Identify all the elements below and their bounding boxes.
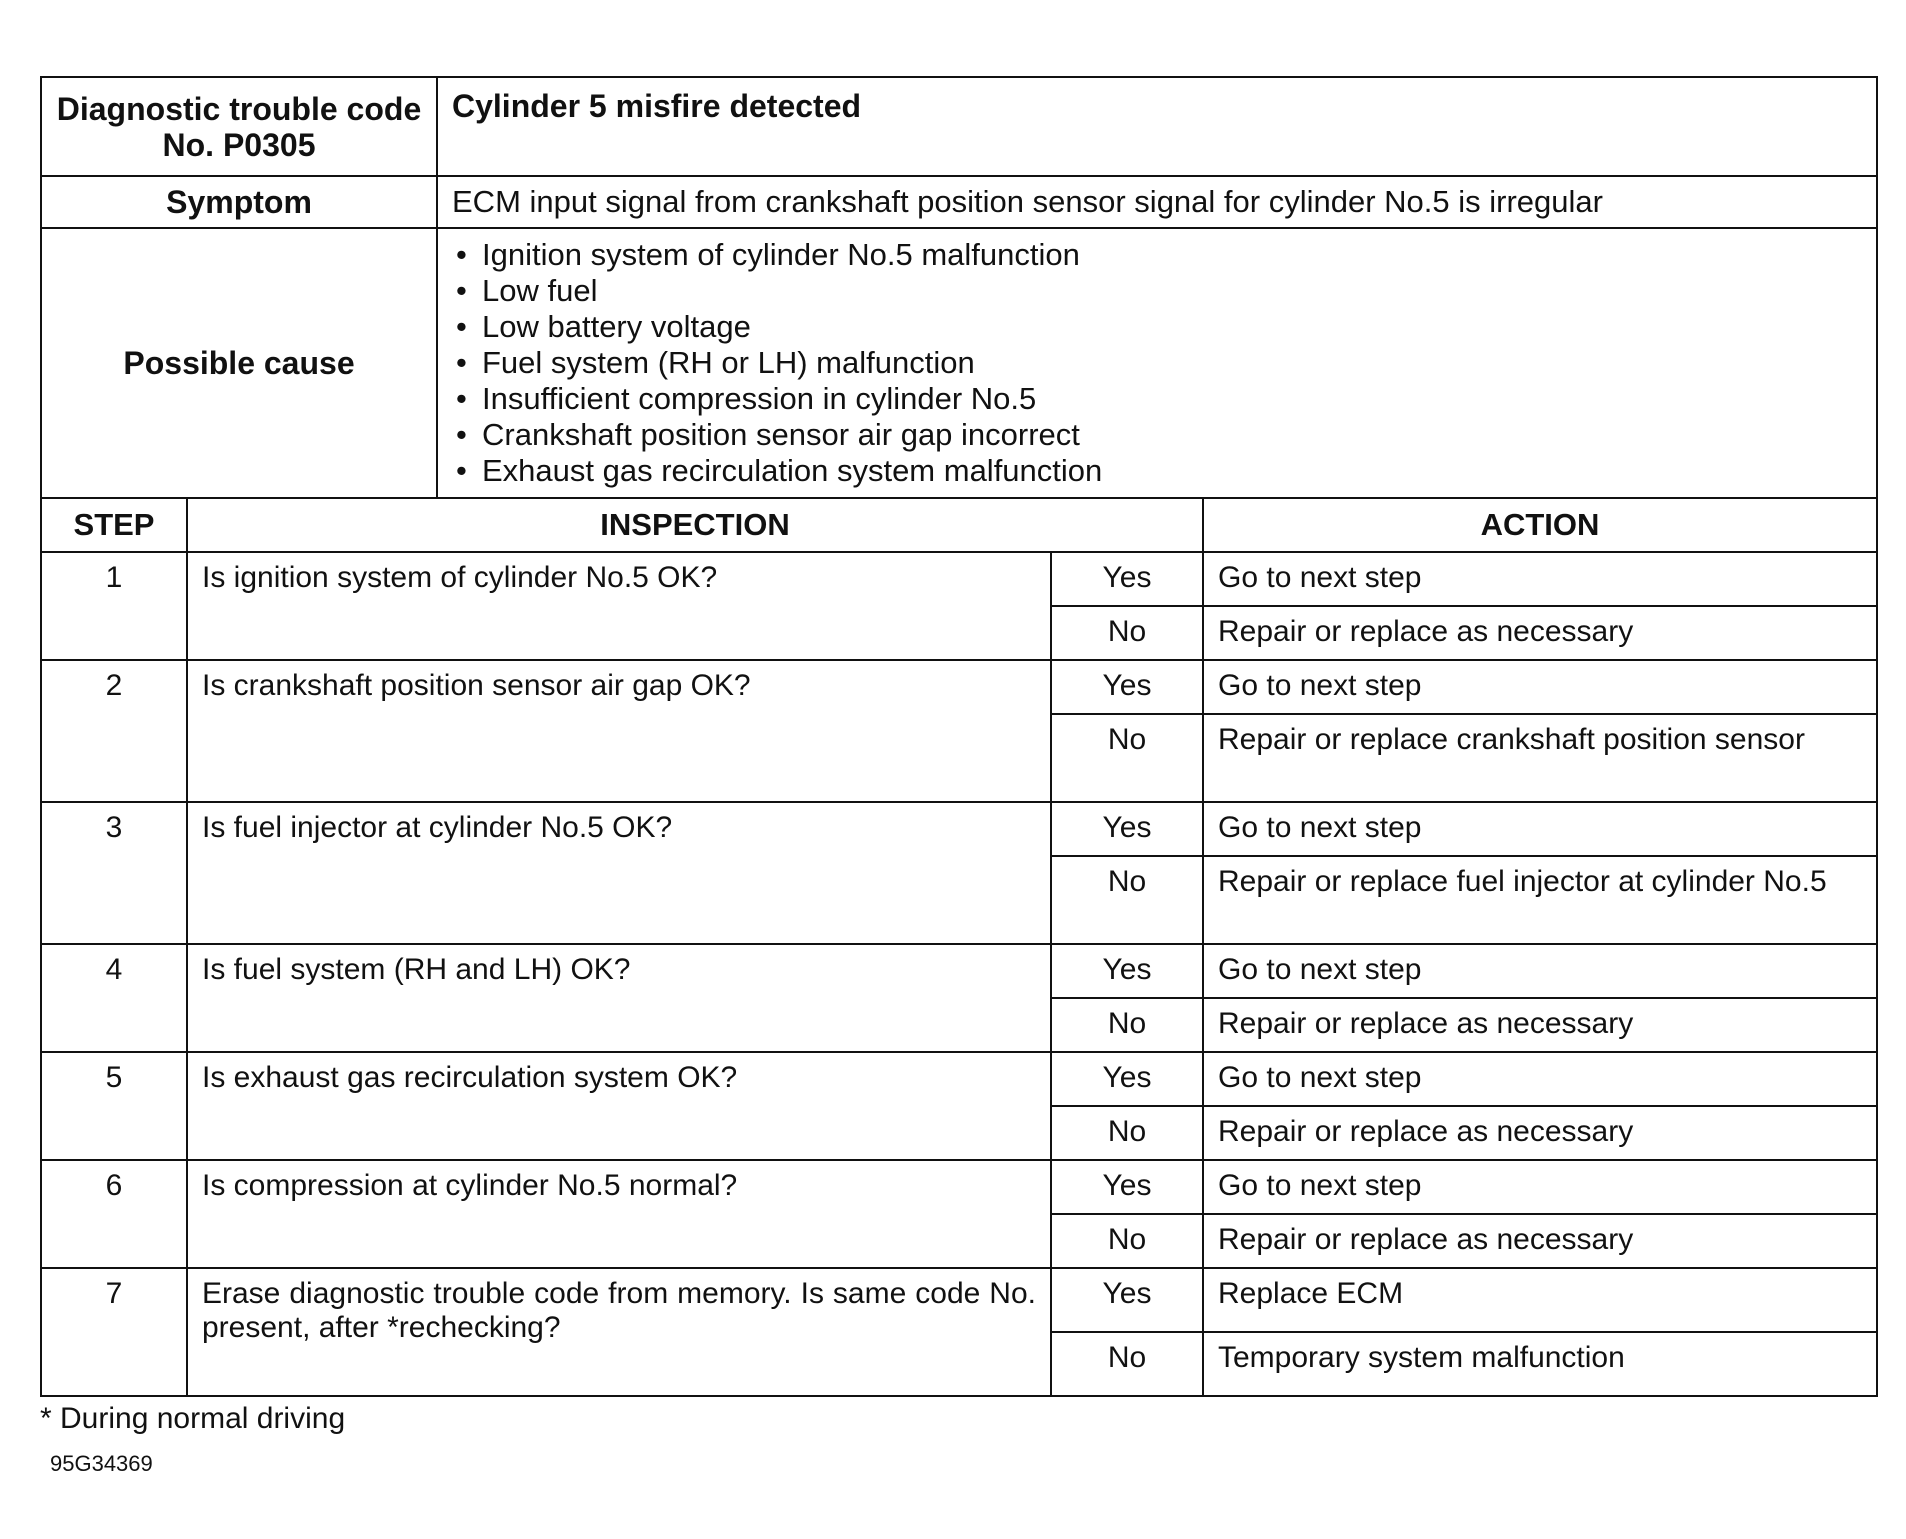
no-action: Repair or replace as necessary <box>1203 1214 1877 1268</box>
inspection-text: Is crankshaft position sensor air gap OK? <box>187 660 1051 802</box>
yes-label: Yes <box>1051 660 1203 714</box>
inspection-text: Is fuel system (RH and LH) OK? <box>187 944 1051 1052</box>
no-label: No <box>1051 606 1203 660</box>
step-number: 5 <box>41 1052 187 1160</box>
yes-label: Yes <box>1051 944 1203 998</box>
yes-label: Yes <box>1051 1052 1203 1106</box>
yes-action: Go to next step <box>1203 660 1877 714</box>
possible-cause-row <box>41 228 1877 498</box>
no-label: No <box>1051 1106 1203 1160</box>
possible-cause-list <box>438 229 1876 497</box>
yes-action: Replace ECM <box>1203 1268 1877 1332</box>
yes-label: Yes <box>1051 1268 1203 1332</box>
no-label: No <box>1051 998 1203 1052</box>
no-action: Repair or replace as necessary <box>1203 606 1877 660</box>
step-row <box>41 944 1877 998</box>
figure-id: 95G34369 <box>50 1451 153 1476</box>
step-row <box>41 660 1877 714</box>
step-row <box>41 802 1877 856</box>
step-number: 7 <box>41 1268 187 1396</box>
no-label: No <box>1051 1214 1203 1268</box>
inspection-text: Is exhaust gas recirculation system OK? <box>187 1052 1051 1160</box>
cause-item: • Crankshaft position sensor air gap incorrect <box>452 417 1862 453</box>
step-row <box>41 552 1877 606</box>
possible-cause-label: Possible cause <box>41 228 437 498</box>
cause-item: • Ignition system of cylinder No.5 malfunction <box>452 237 1862 273</box>
no-action: Repair or replace fuel injector at cylinder No.5 <box>1203 856 1877 944</box>
no-label: No <box>1051 714 1203 802</box>
step-row <box>41 1268 1877 1332</box>
cause-item: • Insufficient compression in cylinder No.5 <box>452 381 1862 417</box>
inspection-text: Is fuel injector at cylinder No.5 OK? <box>187 802 1051 944</box>
dtc-row <box>41 77 1877 176</box>
step-number: 2 <box>41 660 187 802</box>
no-label: No <box>1051 1332 1203 1396</box>
cause-item: • Low battery voltage <box>452 309 1862 345</box>
footnote: * During normal driving <box>40 1402 346 1435</box>
yes-action: Go to next step <box>1203 944 1877 998</box>
step-number: 1 <box>41 552 187 660</box>
cause-item: • Low fuel <box>452 273 1862 309</box>
yes-action: Go to next step <box>1203 552 1877 606</box>
no-action: Repair or replace as necessary <box>1203 1106 1877 1160</box>
possible-cause-cell <box>437 228 1877 498</box>
inspection-column-header: INSPECTION <box>187 498 1203 552</box>
cause-item: • Exhaust gas recirculation system malfunction <box>452 453 1862 489</box>
symptom-row <box>41 176 1877 228</box>
step-row <box>41 1160 1877 1214</box>
symptom-label: Symptom <box>41 176 437 228</box>
diagnostic-table <box>40 76 1878 1397</box>
no-action: Repair or replace crankshaft position sensor <box>1203 714 1877 802</box>
no-action: Repair or replace as necessary <box>1203 998 1877 1052</box>
no-action: Temporary system malfunction <box>1203 1332 1877 1396</box>
step-row <box>41 1052 1877 1106</box>
symptom-text: ECM input signal from crankshaft position sensor signal for cylinder No.5 is irregular <box>437 176 1877 228</box>
column-header-row <box>41 498 1877 552</box>
step-number: 3 <box>41 802 187 944</box>
inspection-text: Is ignition system of cylinder No.5 OK? <box>187 552 1051 660</box>
cause-item: • Fuel system (RH or LH) malfunction <box>452 345 1862 381</box>
action-column-header: ACTION <box>1203 498 1877 552</box>
dtc-label: Diagnostic trouble code No. P0305 <box>41 77 437 176</box>
yes-action: Go to next step <box>1203 1160 1877 1214</box>
step-number: 4 <box>41 944 187 1052</box>
yes-action: Go to next step <box>1203 1052 1877 1106</box>
yes-label: Yes <box>1051 552 1203 606</box>
dtc-description: Cylinder 5 misfire detected <box>437 77 1877 176</box>
no-label: No <box>1051 856 1203 944</box>
yes-label: Yes <box>1051 802 1203 856</box>
inspection-text: Erase diagnostic trouble code from memory. Is same code No. present, after *rechecking? <box>187 1268 1051 1396</box>
yes-label: Yes <box>1051 1160 1203 1214</box>
yes-action: Go to next step <box>1203 802 1877 856</box>
step-column-header: STEP <box>41 498 187 552</box>
diagnostic-document <box>40 76 1876 1397</box>
step-number: 6 <box>41 1160 187 1268</box>
inspection-text: Is compression at cylinder No.5 normal? <box>187 1160 1051 1268</box>
